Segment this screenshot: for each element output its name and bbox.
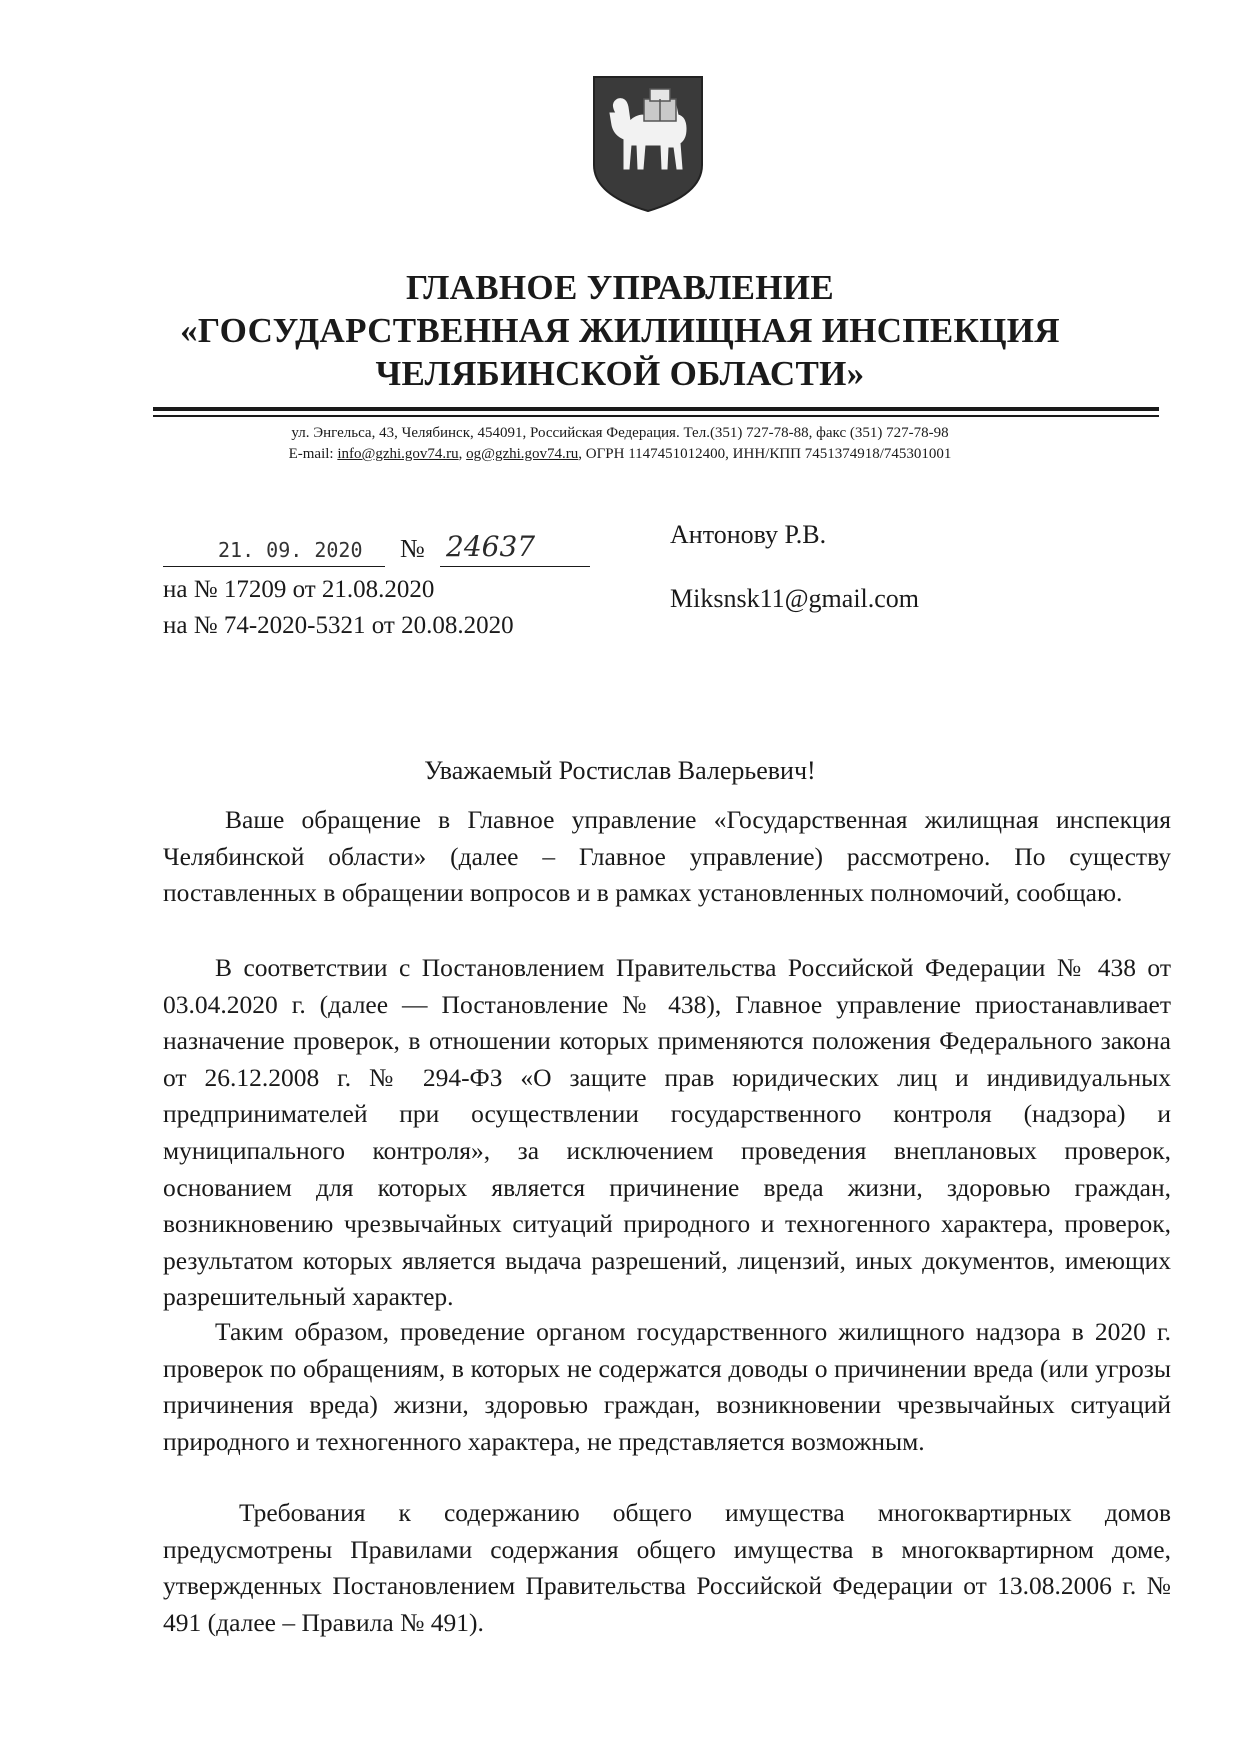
- reference-2: на № 74-2020-5321 от 20.08.2020: [163, 612, 514, 639]
- org-title-line-1: ГЛАВНОЕ УПРАВЛЕНИЕ: [406, 268, 834, 307]
- reference-1: на № 17209 от 21.08.2020: [163, 576, 435, 603]
- recipient-name: Антонову Р.В.: [670, 520, 827, 549]
- email-separator: ,: [458, 446, 467, 462]
- org-contacts: [0, 423, 1240, 465]
- date-handwritten: 21. 09. 2020: [218, 538, 363, 562]
- paragraph-2: В соответствии с Постановлением Правительства Российской Федерации № 438 от 03.04.2020 г. (далее — Постановление № 438), Главное управление приостанавливает назначение проверок, в отношении которых применяются положения Федерального закона от 26.12.2008 г. № 294-ФЗ «О защите прав юридических лиц и индивидуальных предпринимателей при осуществлении государственного контроля (надзора) и муниципального контроля», за исключением проведения внеплановых проверок, основанием для которых является причинение вреда жизни, здоровью граждан, возникновению чрезвычайных ситуаций природного и техногенного характера, проверок, результатом которых является выдача разрешений, лицензий, иных документов, имеющих разрешительный характер.: [163, 953, 1171, 1312]
- org-address: ул. Энгельса, 43, Челябинск, 454091, Российская Федерация. Тел.(351) 727-78-88, факс (351) 727-78-98: [291, 425, 949, 441]
- paragraph-1: Ваше обращение в Главное управление «Государственная жилищная инспекция Челябинской области» (далее – Главное управление) рассмотрено. По существу поставленных в обращении вопросов и в рамках установленных полномочий, сообщаю.: [163, 805, 1171, 908]
- coat-of-arms-icon: [588, 73, 708, 213]
- email-link-info[interactable]: info@gzhi.gov74.ru: [337, 446, 459, 462]
- header-divider-thick: [153, 407, 1159, 411]
- header-divider-thin: [153, 415, 1159, 417]
- paragraph-4: Требования к содержанию общего имущества многоквартирных домов предусмотрены Правилами содержания общего имущества в многоквартирном доме, утвержденных Постановлением Правительства Российской Федерации от 13.08.2006 г. № 491 (далее – Правила № 491).: [163, 1498, 1171, 1637]
- org-registry: , ОГРН 1147451012400, ИНН/КПП 7451374918/745301001: [578, 446, 952, 462]
- number-handwritten: 24637: [446, 530, 536, 563]
- number-label: №: [400, 534, 425, 563]
- greeting: Уважаемый Ростислав Валерьевич!: [424, 756, 816, 785]
- recipient-email: Miksnsk11@gmail.com: [670, 584, 920, 613]
- email-prefix: E-mail:: [288, 446, 338, 462]
- date-field: [163, 536, 385, 567]
- paragraph-3: Таким образом, проведение органом государственного жилищного надзора в 2020 г. проверок по обращениям, в которых не содержатся доводы о причинении вреда (или угрозы причинения вреда) жизни, здоровью граждан, возникновении чрезвычайных ситуаций природного и техногенного характера, не представляется возможным.: [163, 1317, 1171, 1456]
- org-title-line-2: «ГОСУДАРСТВЕННАЯ ЖИЛИЩНАЯ ИНСПЕКЦИЯ: [180, 311, 1060, 350]
- email-link-og[interactable]: og@gzhi.gov74.ru: [466, 446, 579, 462]
- org-email-line: [0, 444, 1240, 465]
- number-field: [440, 530, 590, 567]
- org-title-line-3: ЧЕЛЯБИНСКОЙ ОБЛАСТИ»: [375, 354, 865, 393]
